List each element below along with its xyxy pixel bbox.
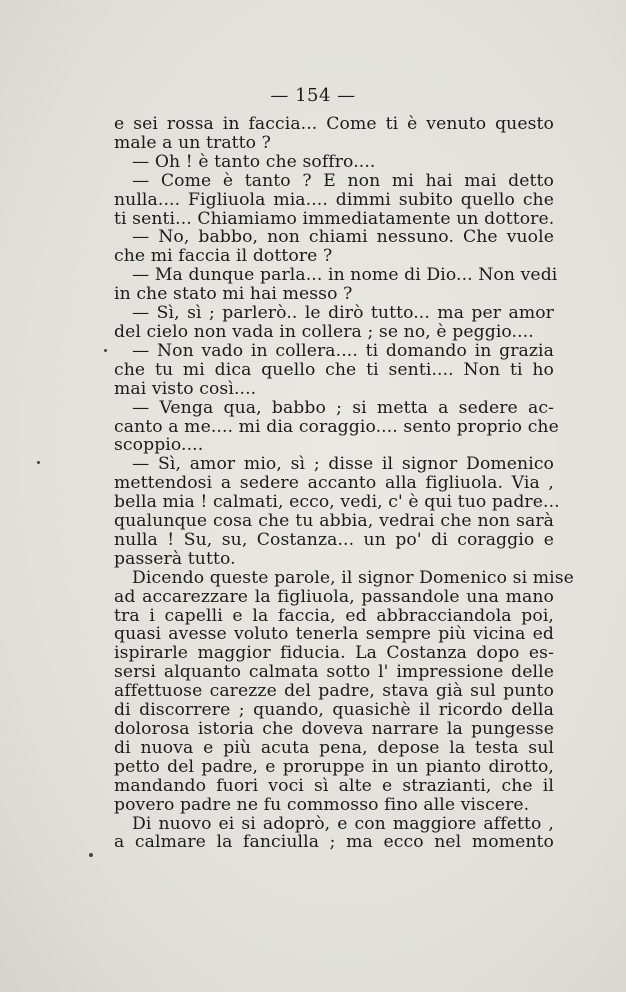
text-line: bella mia ! calmati, ecco, vedi, c' è qui tuo padre... [114, 492, 560, 513]
text-line: in che stato mi hai messo ? [114, 284, 353, 305]
text-line: nulla ! Su, su, Costanza... un po' di coraggio e [114, 529, 554, 550]
text-line: — Oh ! è tanto che soffro.... [132, 151, 376, 172]
text-line: scoppio.... [114, 435, 204, 456]
text-line: mandando fuori voci sì alte e strazianti, che il [114, 775, 554, 796]
text-line: e sei rossa in faccia... Come ti è venuto questo [114, 114, 554, 134]
text-line: ti senti... Chiamiamo immediatamente un dottore. [114, 208, 555, 229]
print-speck [89, 853, 93, 857]
text-line: qualunque cosa che tu abbia, vedrai che non sarà [114, 511, 554, 532]
text-line: povero padre ne fu commosso fino alle viscere. [114, 794, 530, 815]
text-line: — Venga qua, babbo ; si metta a sedere ac- [132, 397, 554, 418]
text-line: mai visto così.... [114, 378, 257, 399]
text-line: — Sì, sì ; parlerò.. le dirò tutto... ma per amor [132, 303, 554, 324]
text-line: — Ma dunque parla... in nome di Dio... Non vedi [132, 265, 558, 286]
text-line: mettendosi a sedere accanto alla figliuola. Via , [114, 473, 554, 494]
body-text [114, 114, 574, 853]
print-speck [104, 349, 107, 352]
text-line: — No, babbo, non chiami nessuno. Che vuole [132, 227, 554, 248]
text-line: a calmare la fanciulla ; ma ecco nel momento [114, 832, 554, 853]
page-number: — 154 — [270, 85, 356, 106]
print-speck [37, 461, 40, 464]
text-line: dolorosa istoria che doveva narrare la pungesse [114, 719, 554, 739]
text-line: affettuose carezze del padre, stava già sul punto [114, 681, 554, 702]
text-line: canto a me.... mi dia coraggio.... sento proprio che [114, 416, 559, 437]
text-line: di discorrere ; quando, quasichè il ricordo della [114, 700, 554, 721]
text-line: Dicendo queste parole, il signor Domenico si mise [132, 567, 574, 588]
text-line: ad accarezzare la figliuola, passandole una mano [114, 586, 554, 607]
text-line: ispirarle maggior fiducia. La Costanza dopo es- [114, 643, 554, 664]
text-line: sersi alquanto calmata sotto l' impressione delle [114, 662, 554, 683]
text-line: passerà tutto. [114, 548, 236, 569]
text-line: male a un tratto ? [114, 132, 271, 153]
text-line: nulla.... Figliuola mia.... dimmi subito quello che [114, 189, 554, 210]
text-line: di nuova e più acuta pena, depose la testa sul [114, 737, 554, 758]
text-line: tra i capelli e la faccia, ed abbracciandola poi, [114, 605, 554, 626]
text-line: che mi faccia il dottore ? [114, 246, 333, 267]
text-line: — Sì, amor mio, sì ; disse il signor Domenico [132, 454, 554, 475]
text-line: — Non vado in collera.... ti domando in grazia [132, 340, 554, 361]
text-line: Di nuovo ei si adoprò, e con maggiore affetto , [132, 813, 554, 834]
text-line: quasi avesse voluto tenerla sempre più vicina ed [114, 624, 554, 645]
text-line: — Come è tanto ? E non mi hai mai detto [132, 170, 554, 191]
text-line: del cielo non vada in collera ; se no, è peggio.... [114, 321, 534, 342]
text-line: petto del padre, e proruppe in un pianto dirotto, [114, 756, 554, 777]
text-line: che tu mi dica quello che ti senti.... Non ti ho [114, 359, 554, 380]
